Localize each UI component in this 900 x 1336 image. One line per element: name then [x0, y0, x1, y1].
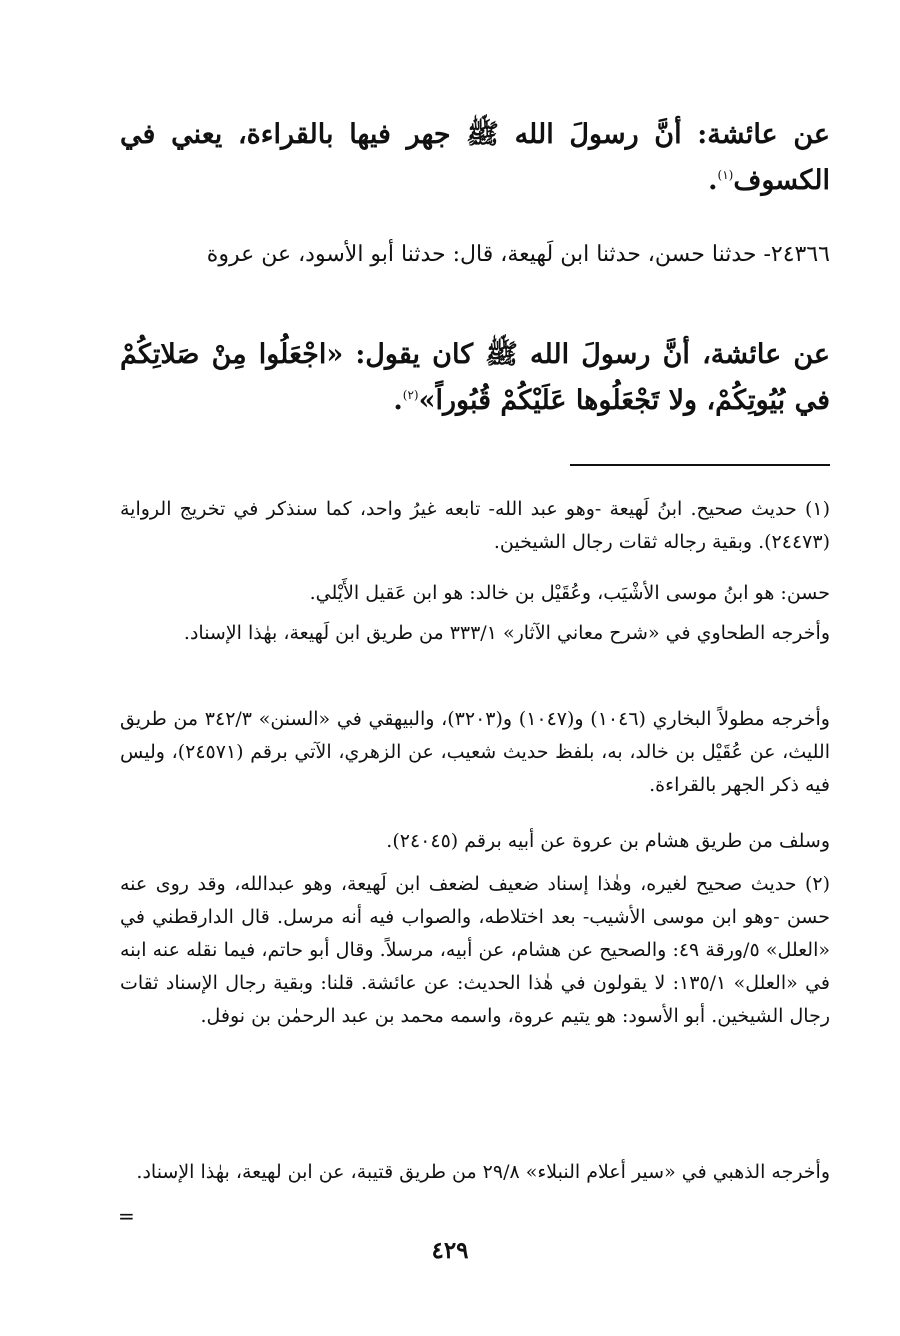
hadith-text-1-body: عن عائشة: أنَّ رسولَ الله ﷺ جهر فيها بالقراءة، يعني في الكسوف [120, 119, 830, 196]
hadith-text-2 [120, 332, 830, 424]
page-number: ٤٢٩ [431, 1237, 469, 1264]
hadith-text-2-end: . [393, 385, 403, 416]
hadith-text-2-body: عن عائشة، أنَّ رسولَ الله ﷺ كان يقول: «اجْعَلُوا مِنْ صَلاتِكُمْ في بُيُوتِكُمْ، ولا تَجْعَلُوها عَلَيْكُمْ قُبُوراً» [120, 339, 830, 416]
footnote-1-para-2: حسن: هو ابنُ موسى الأشْيَب، وعُقَيْل بن خالد: هو ابن عَقيل الأَيْلي. [309, 582, 830, 604]
footnote-ref-2: (٢) [402, 388, 419, 402]
footnote-1-para-3: وأخرجه الطحاوي في «شرح معاني الآثار» ٣٣٣/١ من طريق ابن لَهيعة، بهٰذا الإسناد. [183, 622, 830, 644]
footnote-separator [570, 464, 830, 466]
hadith-text-1-end: . [708, 165, 718, 196]
footnote-1-para-1: (١) حديث صحيح. ابنُ لَهيعة -وهو عبد الله- تابعه غيرُ واحد، كما سنذكر في تخريج الرواية (٢٤٤٧٣). وبقية رجاله ثقات رجال الشيخين. [120, 498, 830, 553]
footnote-2-para-2: وأخرجه الذهبي في «سير أعلام النبلاء» ٢٩/٨ من طريق قتيبة، عن ابن لهيعة، بهٰذا الإسناد. [136, 1161, 830, 1183]
footnote-1-para-5: وسلف من طريق هشام بن عروة عن أبيه برقم (٢٤٠٤٥). [386, 830, 830, 852]
footnote-ref-1: (١) [717, 168, 734, 182]
footnote-1-para-4: وأخرجه مطولاً البخاري (١٠٤٦) و(١٠٤٧) و(٣٢٠٣)، والبيهقي في «السنن» ٣٤٢/٣ من طريق الليث، عن عُقَيْل بن خالد، به، بلفظ حديث شعيب، عن الزهري، الآتي برقم (٢٤٥٧١)، وليس فيه ذكر الجهر بالقراءة. [120, 708, 830, 796]
continuation-mark: = [118, 1204, 135, 1228]
hadith-isnad-24366: ٢٤٣٦٦- حدثنا حسن، حدثنا ابن لَهيعة، قال: حدثنا أبو الأسود، عن عروة [206, 242, 830, 267]
hadith-text-1 [120, 112, 830, 204]
footnote-2-para-1: (٢) حديث صحيح لغيره، وهٰذا إسناد ضعيف لضعف ابن لَهيعة، وهو عبدالله، وقد روى عنه حسن -وهو ابن موسى الأشيب- بعد اختلاطه، والصواب فيه أنه مرسل. قال الدارقطني في «العلل» ٥/ورقة ٤٩: والصحيح عن هشام، عن أبيه، مرسلاً. وقال أبو حاتم، فيما نقله عنه ابنه في «العلل» ١٣٥/١: لا يقولون في هٰذا الحديث: عن عائشة. قلنا: وبقية رجال الإسناد ثقات رجال الشيخين. أبو الأسود: هو يتيم عروة، واسمه محمد بن عبد الرحمٰن بن نوفل. [120, 873, 830, 1027]
